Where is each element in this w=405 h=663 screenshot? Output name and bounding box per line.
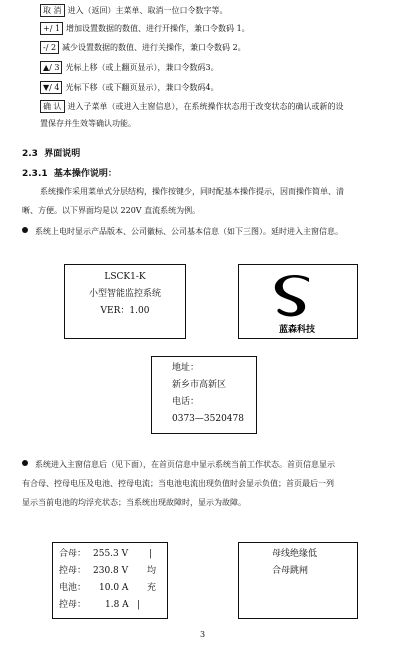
key-desc: 光标上移（或上翻页显示），兼口令数码3。 bbox=[65, 63, 219, 72]
bullet-startup-text: 系统上电时显示产品版本、公司徽标、公司基本信息（如下三图）。延时进入主窗信息。 bbox=[35, 227, 343, 236]
down-key: ▼/ 4 bbox=[40, 81, 62, 94]
fault-line-1: 母线绝缘低 bbox=[272, 549, 318, 559]
main-info-screen bbox=[52, 542, 168, 619]
key-row-plus bbox=[40, 22, 250, 35]
key-row-cancel bbox=[40, 4, 228, 17]
row-value: 255.3 V bbox=[93, 549, 129, 559]
section-number: 2.3 bbox=[22, 149, 38, 159]
minus-key: -/ 2 bbox=[40, 41, 59, 54]
row-value: 1.8 A bbox=[105, 600, 129, 610]
row-value: 10.0 A bbox=[99, 583, 129, 593]
row-label: 电池： bbox=[59, 583, 87, 593]
key-row-up bbox=[40, 61, 219, 74]
row-mark: 充 bbox=[147, 583, 157, 593]
page-number: 3 bbox=[200, 630, 206, 639]
confirm-key: 确 认 bbox=[40, 100, 65, 113]
section-title: 界面说明 bbox=[44, 149, 81, 159]
key-desc: 进入子菜单（或进入主窗信息），在系统操作状态用于改变状态的确认或新的设 bbox=[67, 102, 344, 111]
fault-screen bbox=[238, 542, 358, 619]
phone-label: 电话： bbox=[172, 397, 200, 407]
up-key: ▲/ 3 bbox=[40, 61, 62, 74]
intro-line-2: 晰、方便。以下界面均是以 220V 直流系统为例。 bbox=[22, 206, 201, 215]
key-row-minus bbox=[40, 41, 246, 54]
bullet-main-window bbox=[22, 456, 335, 474]
section-heading bbox=[22, 146, 80, 159]
key-desc-continued: 置保存并生效等确认功能。 bbox=[40, 119, 136, 128]
row-mark: | bbox=[149, 549, 153, 559]
phone-value: 0373—3520478 bbox=[172, 414, 244, 424]
status-row bbox=[59, 546, 165, 563]
key-desc: 进入（返回）主菜单、取消一位口令数字等。 bbox=[67, 6, 228, 15]
key-desc: 减少设置数据的数值、进行关操作，兼口令数码 2。 bbox=[62, 43, 246, 52]
row-label: 合母： bbox=[59, 549, 87, 559]
key-desc: 光标下移（或下翻页显示），兼口令数码4。 bbox=[65, 83, 219, 92]
subsection-heading bbox=[22, 166, 117, 179]
bullet-dot bbox=[22, 460, 28, 466]
status-row bbox=[59, 580, 165, 597]
product-name: 小型智能监控系统 bbox=[88, 289, 161, 299]
bullet-main-window-line-3: 显示当前电池的均浮充状态；当系统出现故障时，显示为故障。 bbox=[22, 498, 246, 507]
intro-line-1: 系统操作采用菜单式分层结构，操作按键少，同时配基本操作提示，因而操作简单、清 bbox=[40, 187, 344, 196]
bullet-main-window-line-2: 有合母、控母电压及电池、控母电流；当电池电流出现负值时会显示负值；首页最后一列 bbox=[22, 479, 334, 488]
status-row bbox=[59, 597, 165, 614]
version-screen bbox=[64, 264, 186, 339]
logo-company-name: 蓝森科技 bbox=[278, 325, 316, 335]
address-label: 地址： bbox=[172, 363, 200, 373]
fault-line-2: 合母跳闸 bbox=[272, 566, 309, 576]
cancel-key: 取 消 bbox=[40, 4, 65, 17]
row-value: 230.8 V bbox=[93, 566, 129, 576]
key-row-confirm bbox=[40, 100, 344, 113]
row-label: 控母： bbox=[59, 566, 87, 576]
row-label: 控母： bbox=[59, 600, 87, 610]
subsection-number: 2.3.1 bbox=[22, 169, 48, 179]
product-model: LSCK1-K bbox=[104, 272, 146, 282]
row-mark: 均 bbox=[147, 566, 157, 576]
key-desc: 增加设置数据的数值、进行开操作，兼口令数码 1。 bbox=[66, 24, 250, 33]
plus-key: +/ 1 bbox=[40, 22, 63, 35]
bullet-dot bbox=[22, 227, 28, 233]
bullet-startup bbox=[22, 223, 343, 241]
row-mark: | bbox=[137, 600, 141, 610]
address-value: 新乡市高新区 bbox=[172, 380, 227, 390]
address-screen bbox=[151, 356, 257, 434]
product-version: VER：1.00 bbox=[100, 306, 150, 316]
subsection-title: 基本操作说明： bbox=[53, 169, 117, 179]
key-row-down bbox=[40, 81, 219, 94]
bullet-main-window-line-1: 系统进入主窗信息后（见下面），在首页信息中显示系统当前工作状态。首页信息显示 bbox=[35, 460, 335, 469]
logo-screen bbox=[238, 264, 358, 339]
status-row bbox=[59, 563, 165, 580]
company-logo bbox=[239, 265, 356, 337]
